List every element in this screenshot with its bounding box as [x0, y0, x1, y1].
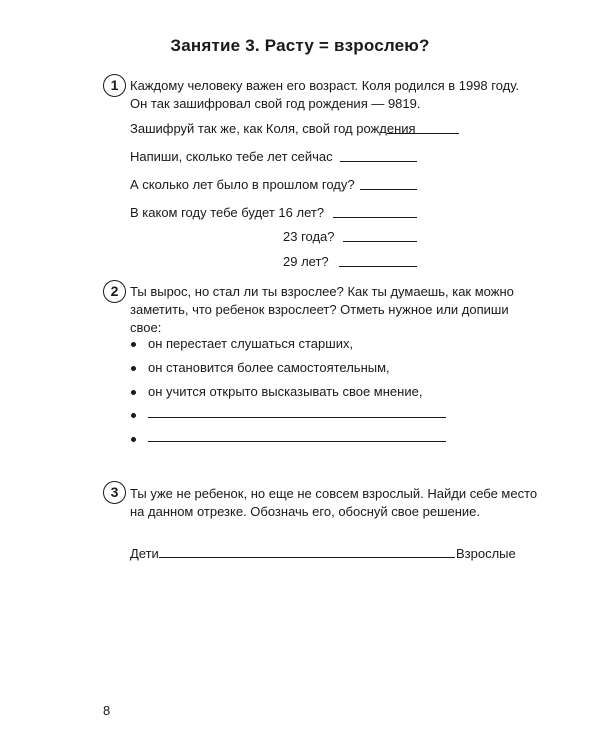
- answer-line-birth-year[interactable]: [387, 133, 459, 134]
- task-1-question-year-29: 29 лет?: [283, 254, 329, 269]
- task-1-question-birth-year: Зашифруй так же, как Коля, свой год рождения: [130, 121, 416, 136]
- answer-line-year-16[interactable]: [333, 217, 417, 218]
- option-bullet[interactable]: [131, 390, 136, 395]
- task-1-intro-line-2: Он так зашифровал свой год рождения — 9819.: [130, 96, 421, 111]
- task-3-number: 3: [103, 481, 126, 504]
- task-1-number: 1: [103, 74, 126, 97]
- children-adults-segment[interactable]: [159, 557, 455, 558]
- task-1-question-age-last-year: А сколько лет было в прошлом году?: [130, 177, 355, 192]
- task-1-question-age-now: Напиши, сколько тебе лет сейчас: [130, 149, 333, 164]
- page-number: 8: [103, 703, 111, 718]
- task-3-line-1: Ты уже не ребенок, но еще не совсем взрослый. Найди себе место: [130, 486, 538, 501]
- write-in-line-2[interactable]: [148, 441, 446, 442]
- task-1-question-year-16: В каком году тебе будет 16 лет?: [130, 205, 325, 220]
- segment-left-label: Дети: [130, 546, 159, 561]
- task-1-intro-line-1: Каждому человеку важен его возраст. Коля родился в 1998 году.: [130, 78, 520, 93]
- task-2-number: 2: [103, 280, 126, 303]
- option-bullet[interactable]: [131, 342, 136, 347]
- task-2-option-3[interactable]: он учится открыто высказывать свое мнение,: [148, 384, 423, 399]
- task-2-line-2: заметить, что ребенок взрослеет? Отметь нужное или допиши: [130, 302, 509, 317]
- answer-line-year-23[interactable]: [343, 241, 417, 242]
- answer-line-age-now[interactable]: [340, 161, 417, 162]
- task-3-line-2: на данном отрезке. Обозначь его, обоснуй свое решение.: [130, 504, 481, 519]
- answer-line-age-last-year[interactable]: [360, 189, 417, 190]
- write-in-line-1[interactable]: [148, 417, 446, 418]
- option-bullet[interactable]: [131, 437, 136, 442]
- task-2-line-3: свое:: [130, 320, 162, 335]
- task-2-option-1[interactable]: он перестает слушаться старших,: [148, 336, 354, 351]
- task-1-question-year-23: 23 года?: [283, 229, 335, 244]
- page-title: Занятие 3. Расту = взрослею?: [170, 36, 430, 55]
- option-bullet[interactable]: [131, 413, 136, 418]
- task-2-line-1: Ты вырос, но стал ли ты взрослее? Как ты думаешь, как можно: [130, 284, 514, 299]
- answer-line-year-29[interactable]: [339, 266, 417, 267]
- segment-right-label: Взрослые: [456, 546, 516, 561]
- task-2-option-2[interactable]: он становится более самостоятельным,: [148, 360, 390, 375]
- option-bullet[interactable]: [131, 366, 136, 371]
